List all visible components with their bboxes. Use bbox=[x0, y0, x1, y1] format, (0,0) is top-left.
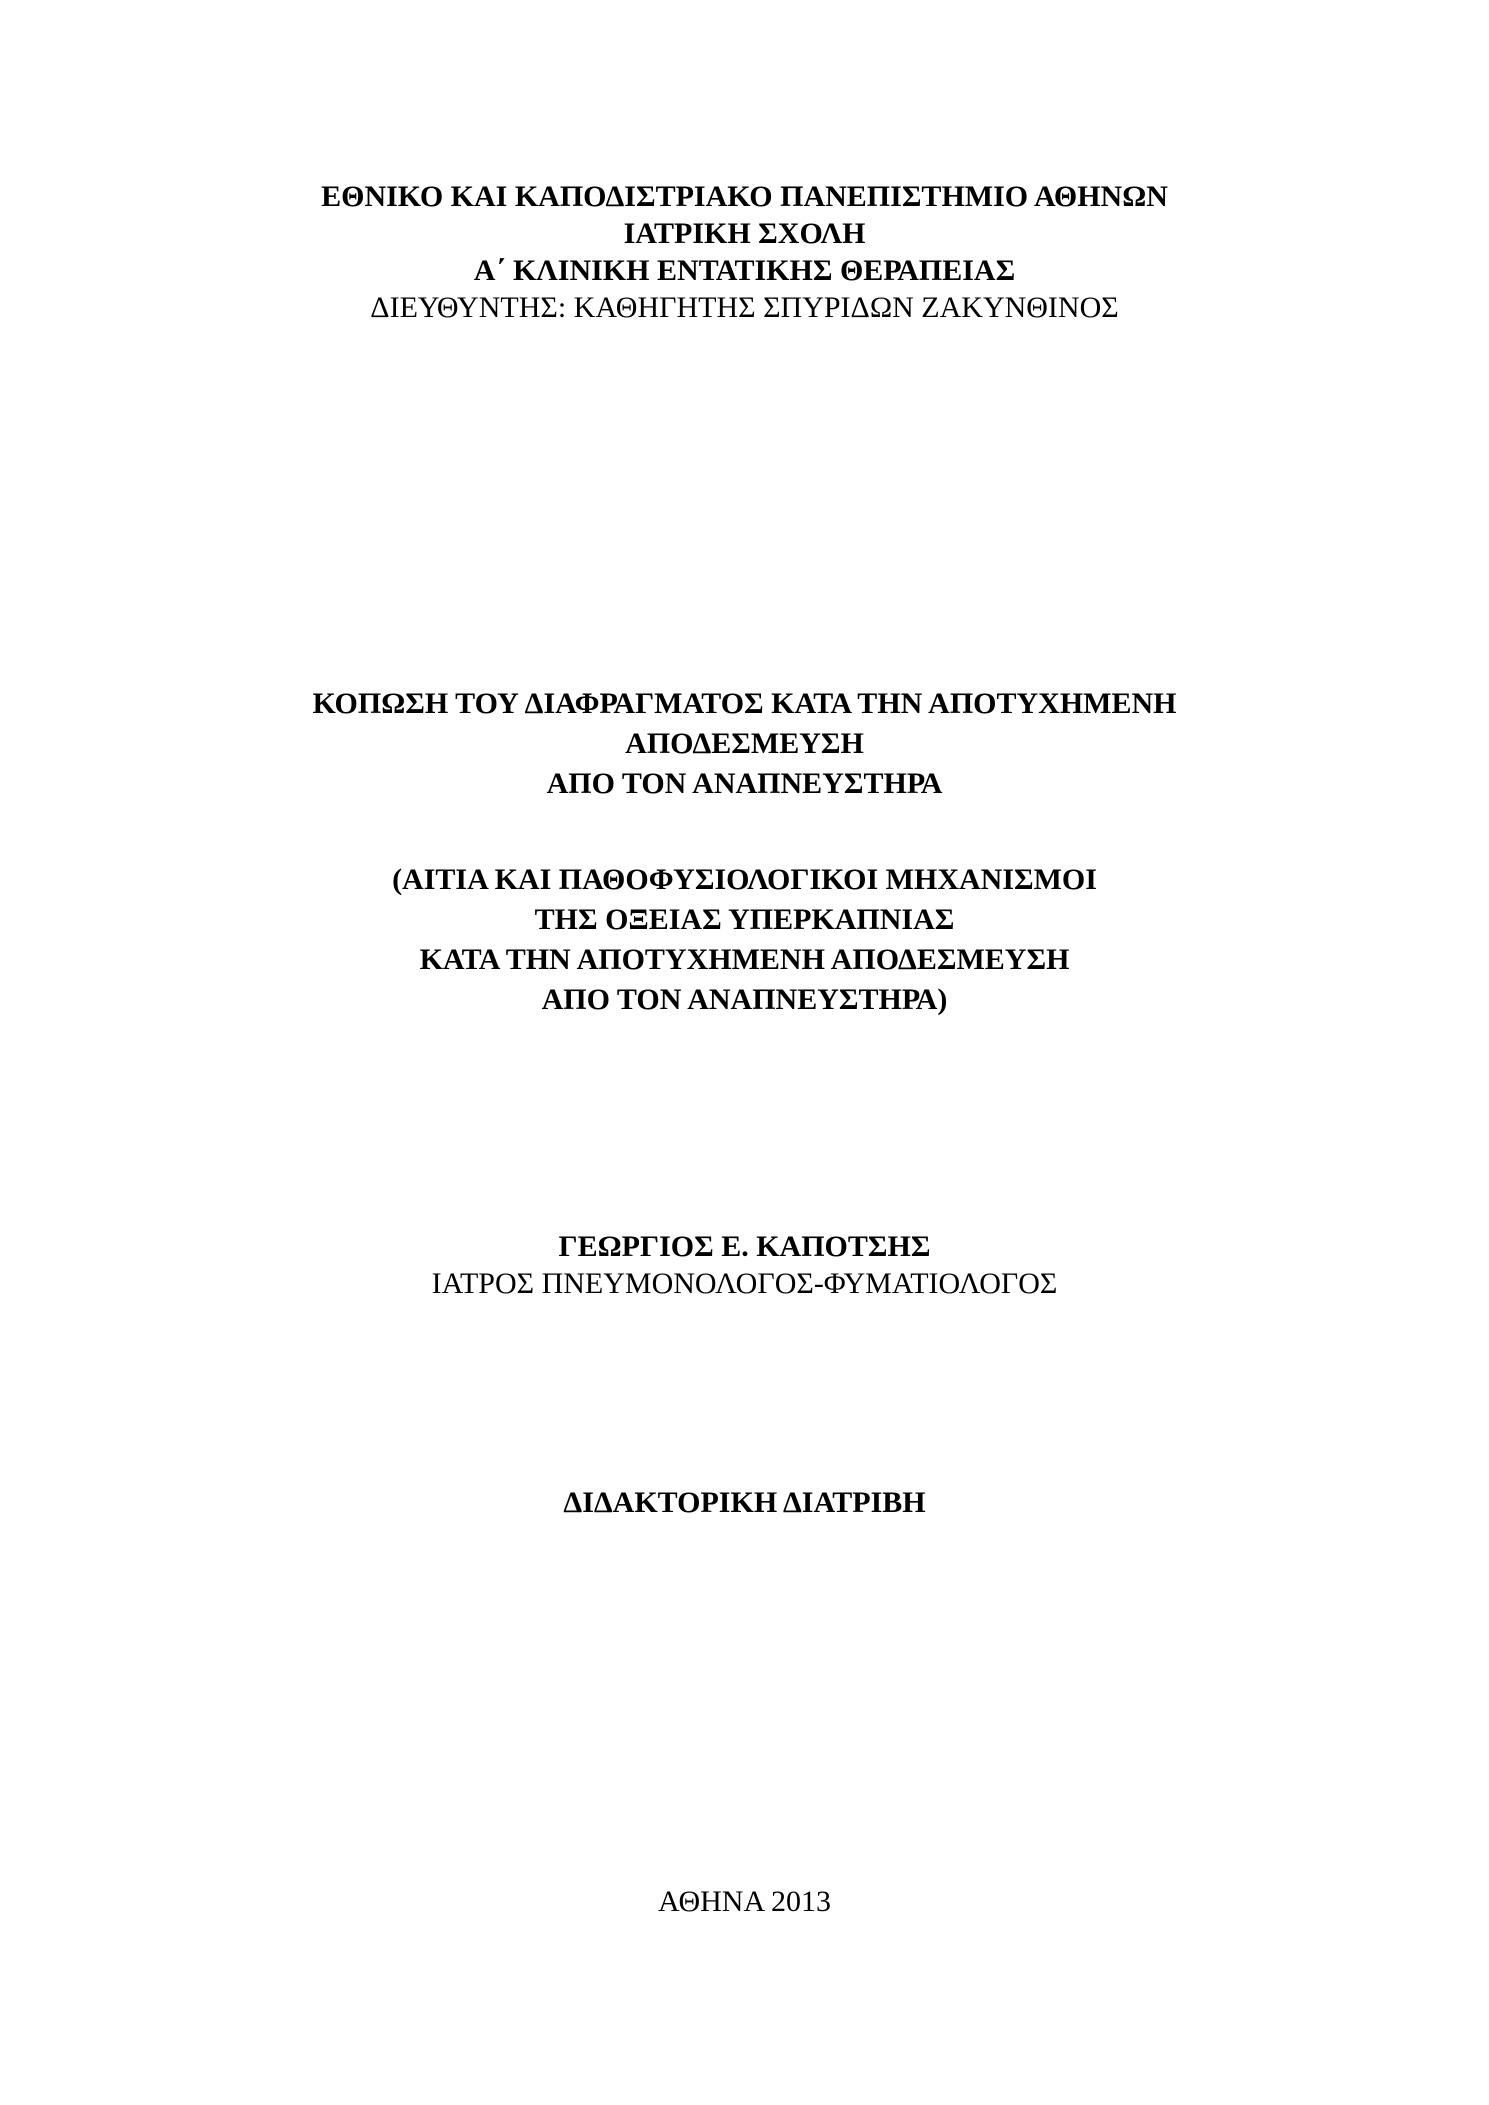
university-name: ΕΘΝΙΚΟ ΚΑΙ ΚΑΠΟΔΙΣΤΡΙΑΚΟ ΠΑΝΕΠΙΣΤΗΜΙΟ ΑΘΗΝΩΝ bbox=[321, 180, 1168, 213]
document-type bbox=[0, 1484, 1489, 1521]
thesis-title bbox=[0, 684, 1489, 804]
school-name: ΙΑΤΡΙΚΗ ΣΧΟΛΗ bbox=[623, 217, 866, 250]
author-name: ΓΕΩΡΓΙΟΣ Ε. ΚΑΠΟΤΣΗΣ bbox=[558, 1230, 931, 1263]
thesis-subtitle bbox=[0, 860, 1489, 1020]
place-year bbox=[0, 1883, 1489, 1920]
title-line: ΚΟΠΩΣΗ ΤΟΥ ΔΙΑΦΡΑΓΜΑΤΟΣ ΚΑΤΑ ΤΗΝ ΑΠΟΤΥΧΗΜΕΝΗ bbox=[312, 687, 1177, 720]
subtitle-line: ΑΠΟ ΤΟΝ ΑΝΑΠΝΕΥΣΤΗΡΑ) bbox=[541, 983, 948, 1016]
clinic-name: Α΄ ΚΛΙΝΙΚΗ ΕΝΤΑΤΙΚΗΣ ΘΕΡΑΠΕΙΑΣ bbox=[473, 254, 1016, 287]
document-type-label: ΔΙΔΑΚΤΟΡΙΚΗ ΔΙΑΤΡΙΒΗ bbox=[563, 1486, 926, 1519]
author-profession: ΙΑΤΡΟΣ ΠΝΕΥΜΟΝΟΛΟΓΟΣ-ΦΥΜΑΤΙΟΛΟΓΟΣ bbox=[431, 1267, 1058, 1300]
subtitle-line: ΤΗΣ ΟΞΕΙΑΣ ΥΠΕΡΚΑΠΝΙΑΣ bbox=[534, 903, 955, 936]
subtitle-line: (ΑΙΤΙΑ ΚΑΙ ΠΑΘΟΦΥΣΙΟΛΟΓΙΚΟΙ ΜΗΧΑΝΙΣΜΟΙ bbox=[392, 863, 1097, 896]
institution-header bbox=[0, 178, 1489, 326]
director-line: ΔΙΕΥΘΥΝΤΗΣ: ΚΑΘΗΓΗΤΗΣ ΣΠΥΡΙΔΩΝ ΖΑΚΥΝΘΙΝΟΣ bbox=[370, 291, 1119, 324]
title-line: ΑΠΟΔΕΣΜΕΥΣΗ bbox=[625, 727, 864, 760]
place-year-label: ΑΘΗΝΑ 2013 bbox=[658, 1885, 831, 1918]
author-block bbox=[0, 1228, 1489, 1302]
title-line: ΑΠΟ ΤΟΝ ΑΝΑΠΝΕΥΣΤΗΡΑ bbox=[546, 767, 943, 800]
subtitle-line: ΚΑΤΑ ΤΗΝ ΑΠΟΤΥΧΗΜΕΝΗ ΑΠΟΔΕΣΜΕΥΣΗ bbox=[419, 943, 1070, 976]
